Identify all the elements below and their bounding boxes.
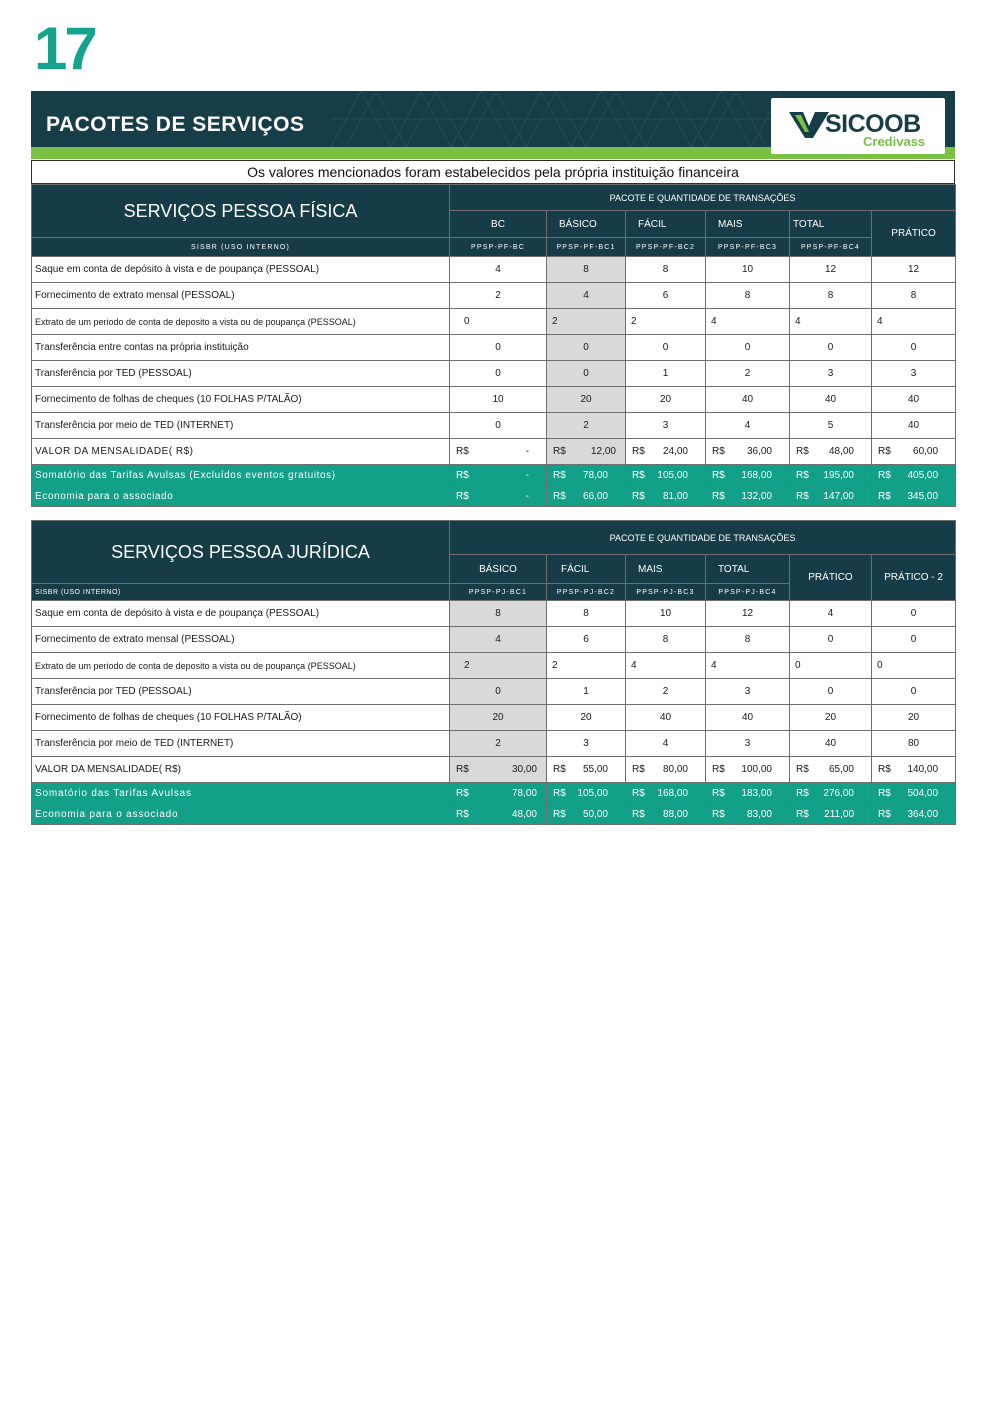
cell: 2 <box>450 653 547 679</box>
currency: R$ <box>632 446 645 457</box>
pj-sisbr-label: SISBR (USO INTERNO) <box>32 584 450 601</box>
cell: 20 <box>872 705 956 731</box>
currency: R$ <box>712 446 725 457</box>
amount: 48,00 <box>828 446 854 457</box>
currency: R$ <box>878 764 891 775</box>
table-row <box>32 653 956 679</box>
pf-sisbr-label: SISBR (USO INTERNO) <box>32 238 450 257</box>
pf-col-header: FÁCIL <box>626 211 706 238</box>
cell: 40 <box>706 705 790 731</box>
pf-code: PPSP-PF-BC2 <box>626 238 706 257</box>
cell: 80 <box>872 731 956 757</box>
pf-code: PPSP-PF-BC4 <box>790 238 872 257</box>
cell: 4 <box>706 309 790 335</box>
cell: 2 <box>450 731 547 757</box>
table-row <box>32 309 956 335</box>
pf-col-header: BÁSICO <box>547 211 626 238</box>
amount: 140,00 <box>907 764 939 775</box>
pj-col-header: PRÁTICO <box>790 555 872 601</box>
page-number: 17 <box>34 15 95 82</box>
currency: R$ <box>712 787 725 799</box>
currency: R$ <box>456 764 469 775</box>
cell: 20 <box>626 387 706 413</box>
cell: 12 <box>706 601 790 627</box>
cell: 40 <box>790 731 872 757</box>
currency: R$ <box>456 446 469 457</box>
cell: 2 <box>706 361 790 387</box>
currency: R$ <box>712 764 725 775</box>
cell: 8 <box>626 627 706 653</box>
cell: 2 <box>626 309 706 335</box>
pf-section-title: SERVIÇOS PESSOA FÍSICA <box>32 185 450 238</box>
cell: 6 <box>547 627 626 653</box>
cell: 3 <box>790 361 872 387</box>
cell: 40 <box>872 413 956 439</box>
amount: 30,00 <box>511 764 537 775</box>
row-label: Transferência por TED (PESSOAL) <box>32 679 450 705</box>
cell: 0 <box>450 361 547 387</box>
table-row <box>32 627 956 653</box>
table-row <box>32 731 956 757</box>
row-label: Transferência por meio de TED (INTERNET) <box>32 731 450 757</box>
amount: 80,00 <box>662 764 688 775</box>
amount: 345,00 <box>907 490 939 502</box>
cell: 1 <box>547 679 626 705</box>
cell: 8 <box>547 257 626 283</box>
amount: 12,00 <box>590 446 616 457</box>
currency: R$ <box>553 490 566 502</box>
cell: 12 <box>790 257 872 283</box>
cell: 4 <box>872 309 956 335</box>
currency: R$ <box>456 490 469 502</box>
amount: 50,00 <box>582 808 608 820</box>
currency: R$ <box>796 490 809 502</box>
amount: 147,00 <box>823 490 854 502</box>
row-label: Saque em conta de depósito à vista e de poupança (PESSOAL) <box>32 257 450 283</box>
pf-col-header: TOTAL <box>790 211 872 238</box>
cell: 0 <box>872 653 956 679</box>
pj-col-header: FÁCIL <box>547 555 626 584</box>
currency: R$ <box>456 808 469 820</box>
cell: 4 <box>790 309 872 335</box>
table-row <box>32 361 956 387</box>
amount: 78,00 <box>582 469 608 481</box>
cell: 0 <box>790 627 872 653</box>
cell: 8 <box>450 601 547 627</box>
amount: 405,00 <box>907 469 939 481</box>
pj-col-header: PRÁTICO - 2 <box>872 555 956 601</box>
cell: 10 <box>706 257 790 283</box>
table-row <box>32 335 956 361</box>
table-row <box>32 679 956 705</box>
amount: 168,00 <box>741 469 772 481</box>
amount: 211,00 <box>824 808 854 820</box>
table-row <box>32 783 956 804</box>
cell: 4 <box>626 731 706 757</box>
cell: 0 <box>706 335 790 361</box>
amount: 132,00 <box>741 490 772 502</box>
cell: 4 <box>547 283 626 309</box>
amount: 66,00 <box>582 490 608 502</box>
amount: 364,00 <box>907 808 939 820</box>
cell: 4 <box>450 257 547 283</box>
sicoob-logo <box>771 98 945 154</box>
row-label: Transferência por TED (PESSOAL) <box>32 361 450 387</box>
cell: 20 <box>790 705 872 731</box>
cell: 0 <box>547 361 626 387</box>
cell: 8 <box>872 283 956 309</box>
disclaimer-note: Os valores mencionados foram estabelecidos pela própria instituição financeira <box>31 160 955 184</box>
pj-code: PPSP-PJ-BC4 <box>706 584 790 601</box>
amount: 88,00 <box>662 808 688 820</box>
currency: R$ <box>632 490 645 502</box>
currency: R$ <box>553 808 566 820</box>
table-row <box>32 486 956 507</box>
pj-code: PPSP-PJ-BC2 <box>547 584 626 601</box>
table-row <box>32 804 956 825</box>
amount: 48,00 <box>511 808 537 820</box>
currency: R$ <box>712 490 725 502</box>
cell: 10 <box>626 601 706 627</box>
amount: 168,00 <box>657 787 688 799</box>
amount: - <box>525 490 529 502</box>
cell: 4 <box>626 653 706 679</box>
cell: 12 <box>872 257 956 283</box>
amount: 78,00 <box>511 787 537 799</box>
pf-col-header: BC <box>450 211 547 238</box>
amount: 105,00 <box>657 469 688 481</box>
table-row <box>32 257 956 283</box>
row-label: Transferência por meio de TED (INTERNET) <box>32 413 450 439</box>
pj-col-header: MAIS <box>626 555 706 584</box>
row-label: VALOR DA MENSALIDADE( R$) <box>32 757 450 783</box>
pf-group-header: PACOTE E QUANTIDADE DE TRANSAÇÕES <box>450 185 956 211</box>
cell: 8 <box>547 601 626 627</box>
table-row <box>32 601 956 627</box>
cell: 40 <box>872 387 956 413</box>
amount: 100,00 <box>741 764 772 775</box>
cell: 3 <box>706 679 790 705</box>
currency: R$ <box>878 808 891 820</box>
cell: 0 <box>872 335 956 361</box>
row-label: Fornecimento de folhas de cheques (10 FOLHAS P/TALÃO) <box>32 387 450 413</box>
logo-wordmark: SICOOB <box>825 110 921 138</box>
currency: R$ <box>553 787 566 799</box>
currency: R$ <box>712 469 725 481</box>
cell: 8 <box>706 283 790 309</box>
cell: 2 <box>547 309 626 335</box>
currency: R$ <box>796 764 809 775</box>
pf-code: PPSP-PF-BC3 <box>706 238 790 257</box>
cell: 3 <box>547 731 626 757</box>
currency: R$ <box>632 808 645 820</box>
pj-table <box>31 520 956 825</box>
currency: R$ <box>632 764 645 775</box>
currency: R$ <box>878 490 891 502</box>
banner-title: PACOTES DE SERVIÇOS <box>46 113 305 136</box>
cell: 0 <box>872 601 956 627</box>
cell: 2 <box>547 413 626 439</box>
amount: 504,00 <box>907 787 939 799</box>
amount: 195,00 <box>823 469 854 481</box>
cell: 0 <box>872 627 956 653</box>
cell: 10 <box>450 387 547 413</box>
cell: 6 <box>626 283 706 309</box>
cell: 20 <box>547 705 626 731</box>
table-row <box>32 465 956 486</box>
row-label: Somatório das Tarifas Avulsas (Excluídos eventos gratuitos) <box>32 465 450 486</box>
pj-group-header: PACOTE E QUANTIDADE DE TRANSAÇÕES <box>450 521 956 555</box>
table-row <box>32 705 956 731</box>
pj-code: PPSP-PJ-BC1 <box>450 584 547 601</box>
amount: 55,00 <box>582 764 608 775</box>
pf-col-header: MAIS <box>706 211 790 238</box>
currency: R$ <box>712 808 725 820</box>
amount: - <box>525 446 529 457</box>
cell: 0 <box>790 335 872 361</box>
cell: 8 <box>790 283 872 309</box>
cell: 4 <box>706 413 790 439</box>
pj-col-header: BÁSICO <box>450 555 547 584</box>
cell: 0 <box>450 679 547 705</box>
row-label: Fornecimento de extrato mensal (PESSOAL) <box>32 627 450 653</box>
table-row <box>32 413 956 439</box>
cell: 1 <box>626 361 706 387</box>
currency: R$ <box>796 787 809 799</box>
row-label: Somatório das Tarifas Avulsas <box>32 783 450 804</box>
cell: 8 <box>706 627 790 653</box>
cell: 4 <box>706 653 790 679</box>
cell: 8 <box>626 257 706 283</box>
cell: 20 <box>450 705 547 731</box>
currency: R$ <box>632 469 645 481</box>
cell: 0 <box>450 335 547 361</box>
currency: R$ <box>456 469 469 481</box>
amount: 83,00 <box>746 808 772 820</box>
amount: 36,00 <box>746 446 772 457</box>
amount: 24,00 <box>662 446 688 457</box>
row-label: Extrato de um periodo de conta de deposito a vista ou de poupança (PESSOAL) <box>32 653 450 679</box>
cell: 0 <box>450 413 547 439</box>
cell: 5 <box>790 413 872 439</box>
cell: 0 <box>547 335 626 361</box>
sicoob-chevron-icon <box>789 110 829 140</box>
cell: 3 <box>872 361 956 387</box>
amount: 183,00 <box>741 787 772 799</box>
amount: 65,00 <box>828 764 854 775</box>
currency: R$ <box>796 808 809 820</box>
row-label: Economia para o associado <box>32 804 450 825</box>
currency: R$ <box>553 446 566 457</box>
cell: 20 <box>547 387 626 413</box>
table-row <box>32 283 956 309</box>
cell: 40 <box>790 387 872 413</box>
row-label: VALOR DA MENSALIDADE( R$) <box>32 439 450 465</box>
row-label: Fornecimento de extrato mensal (PESSOAL) <box>32 283 450 309</box>
currency: R$ <box>878 469 891 481</box>
pf-col-header: PRÁTICO <box>872 211 956 257</box>
cell: 40 <box>626 705 706 731</box>
cell: 4 <box>790 601 872 627</box>
pf-code: PPSP-PF-BC <box>450 238 547 257</box>
table-row <box>32 757 956 783</box>
row-label: Extrato de um periodo de conta de deposito a vista ou de poupança (PESSOAL) <box>32 309 450 335</box>
pf-code: PPSP-PF-BC1 <box>547 238 626 257</box>
pj-code: PPSP-PJ-BC3 <box>626 584 706 601</box>
currency: R$ <box>878 787 891 799</box>
cell: 3 <box>706 731 790 757</box>
table-row <box>32 439 956 465</box>
row-label: Saque em conta de depósito à vista e de poupança (PESSOAL) <box>32 601 450 627</box>
cell: 4 <box>450 627 547 653</box>
amount: 276,00 <box>823 787 854 799</box>
table-row <box>32 387 956 413</box>
cell: 3 <box>626 413 706 439</box>
currency: R$ <box>632 787 645 799</box>
amount: 105,00 <box>577 787 608 799</box>
currency: R$ <box>553 764 566 775</box>
row-label: Transferência entre contas na própria instituição <box>32 335 450 361</box>
amount: - <box>525 469 529 481</box>
cell: 0 <box>790 653 872 679</box>
row-label: Fornecimento de folhas de cheques (10 FOLHAS P/TALÃO) <box>32 705 450 731</box>
cell: 2 <box>450 283 547 309</box>
cell: 2 <box>626 679 706 705</box>
currency: R$ <box>878 446 891 457</box>
pj-col-header: TOTAL <box>706 555 790 584</box>
cell: 2 <box>547 653 626 679</box>
currency: R$ <box>553 469 566 481</box>
cell: 0 <box>626 335 706 361</box>
amount: 60,00 <box>913 446 939 457</box>
currency: R$ <box>796 469 809 481</box>
cell: 40 <box>706 387 790 413</box>
currency: R$ <box>456 787 469 799</box>
amount: 81,00 <box>662 490 688 502</box>
cell: 0 <box>450 309 547 335</box>
cell: 0 <box>790 679 872 705</box>
row-label: Economia para o associado <box>32 486 450 507</box>
cell: 0 <box>872 679 956 705</box>
pf-table <box>31 184 956 507</box>
pj-section-title: SERVIÇOS PESSOA JURÍDICA <box>32 521 450 584</box>
currency: R$ <box>796 446 809 457</box>
logo-subtitle: Credivass <box>863 134 926 149</box>
